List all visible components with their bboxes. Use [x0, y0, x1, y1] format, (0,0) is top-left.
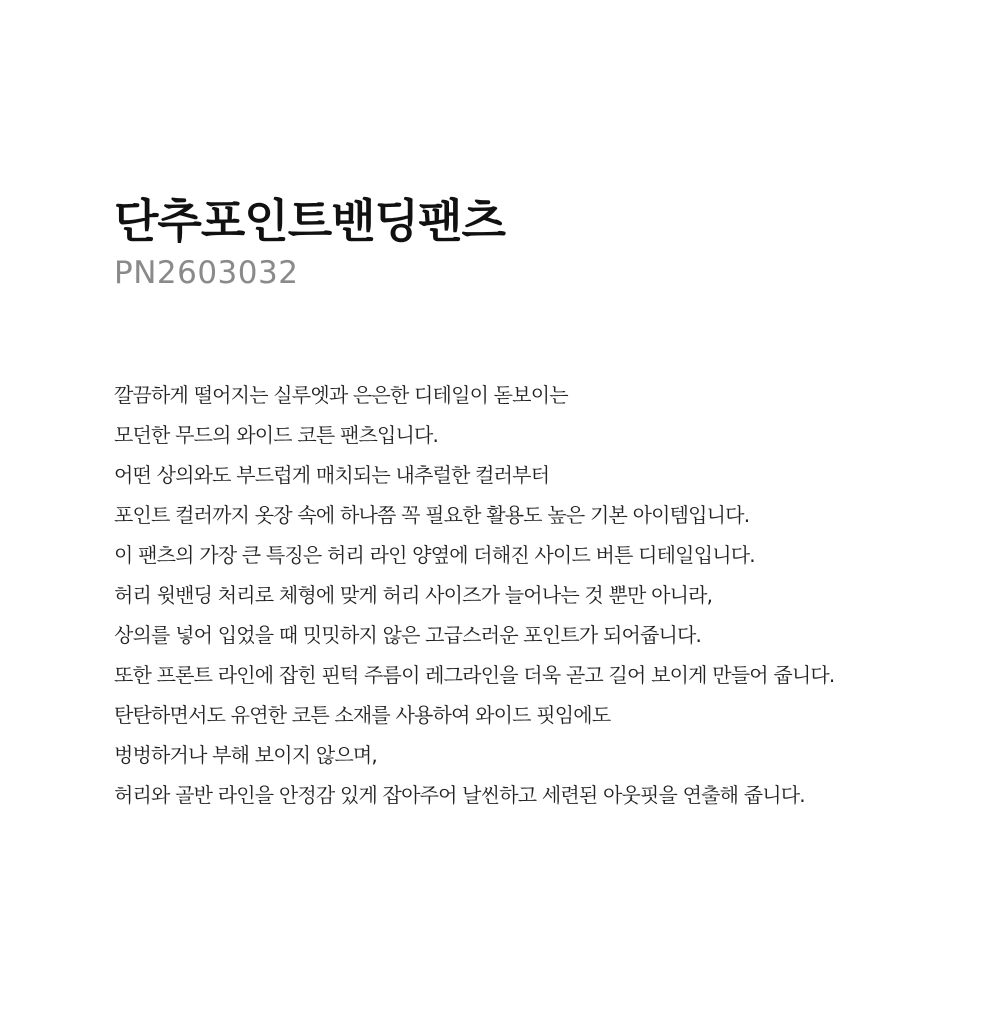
description-line: 어떤 상의와도 부드럽게 매치되는 내추럴한 컬러부터 [114, 463, 550, 487]
description-line: 포인트 컬러까지 옷장 속에 하나쯤 꼭 필요한 활용도 높은 기본 아이템입니다. [114, 503, 750, 527]
description-line: 허리와 골반 라인을 안정감 있게 잡아주어 날씬하고 세련된 아웃핏을 연출해 줍니다. [114, 783, 805, 807]
description-line: 이 팬츠의 가장 큰 특징은 허리 라인 양옆에 더해진 사이드 버튼 디테일입니다. [114, 543, 755, 567]
product-code: PN2603032 [114, 255, 299, 291]
description-line: 깔끔하게 떨어지는 실루엣과 은은한 디테일이 돋보이는 [114, 383, 568, 407]
description-line: 상의를 넣어 입었을 때 밋밋하지 않은 고급스러운 포인트가 되어줍니다. [114, 623, 702, 647]
description-line: 탄탄하면서도 유연한 코튼 소재를 사용하여 와이드 핏임에도 [114, 703, 611, 727]
product-description-section [114, 190, 984, 815]
description-line: 벙벙하거나 부해 보이지 않으며, [114, 743, 377, 767]
description-line: 허리 윗밴딩 처리로 체형에 맞게 허리 사이즈가 늘어나는 것 뿐만 아니라, [114, 583, 713, 607]
product-description [114, 375, 984, 815]
description-line: 모던한 무드의 와이드 코튼 팬츠입니다. [114, 423, 439, 447]
description-line: 또한 프론트 라인에 잡힌 핀턱 주름이 레그라인을 더욱 곧고 길어 보이게 만들어 줍니다. [114, 663, 835, 687]
product-title: 단추포인트밴딩팬츠 [114, 194, 505, 248]
